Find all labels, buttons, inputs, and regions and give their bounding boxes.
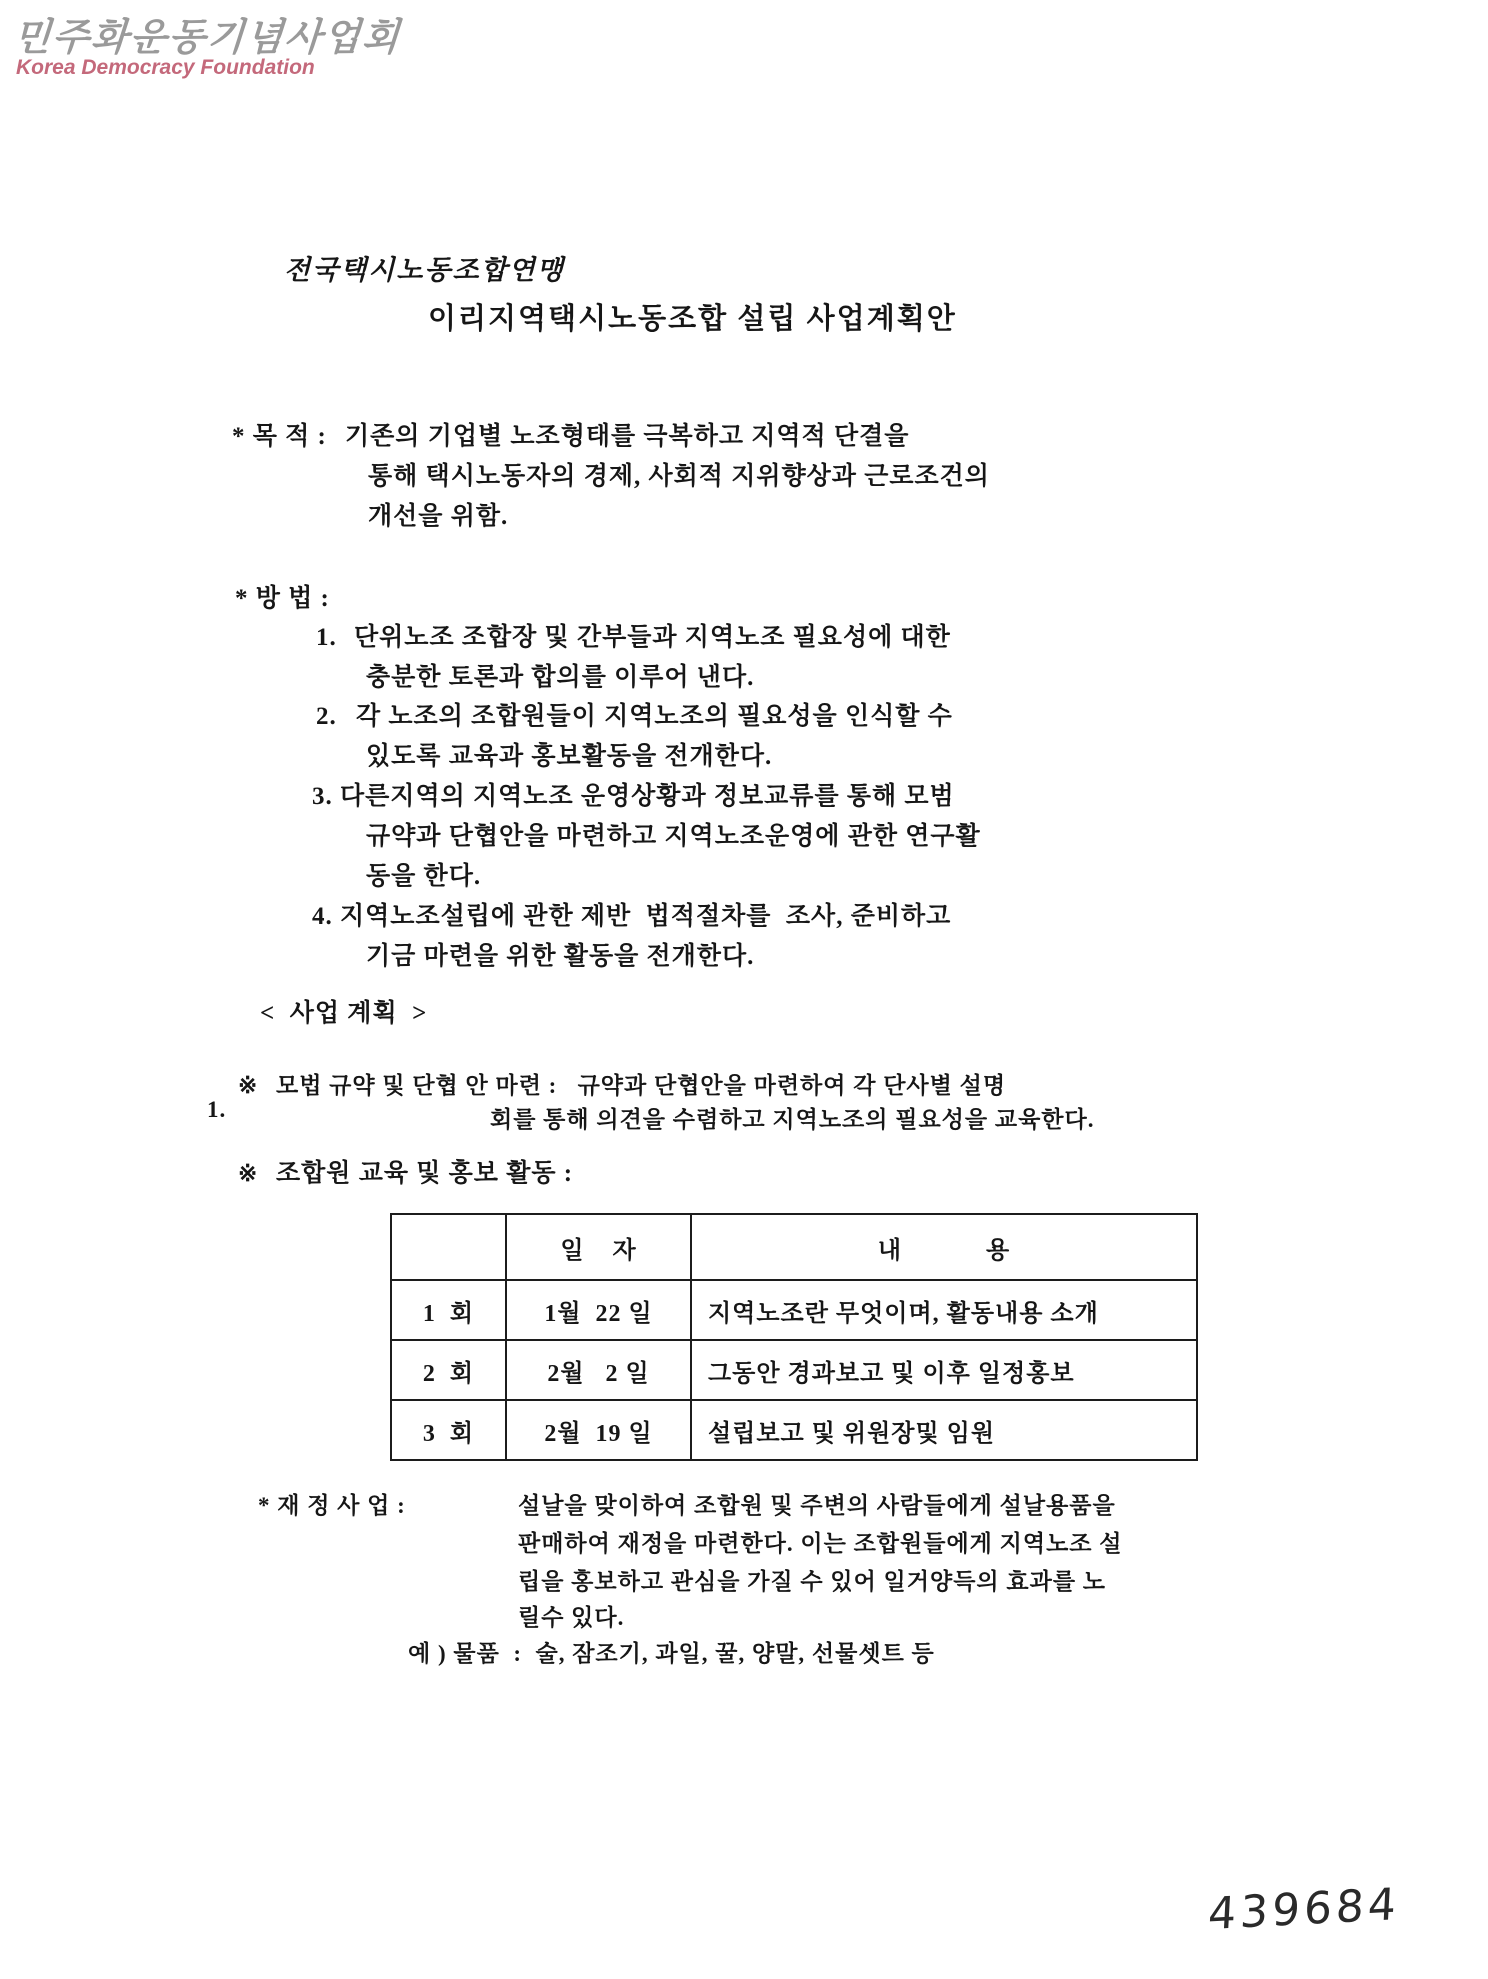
- finance-line: 판매하여 재정을 마련한다. 이는 조합원들에게 지역노조 설: [518, 1531, 1123, 1556]
- table-row: [391, 1340, 1197, 1400]
- handwritten-archive-number: 439684: [1206, 1878, 1402, 1941]
- method-item-line: 지역노조설립에 관한 제반 법적절차를 조사, 준비하고: [340, 903, 952, 930]
- finance-line: 립을 홍보하고 관심을 가질 수 있어 일거양득의 효과를 노: [518, 1569, 1107, 1594]
- table-cell-session: 2 회: [391, 1340, 506, 1400]
- finance-example-line: 예 ) 물품 : 술, 잠조기, 과일, 꿀, 양말, 선물셋트 등: [408, 1641, 935, 1666]
- method-item-line: 충분한 토론과 합의를 이루어 낸다.: [366, 664, 755, 691]
- business-plan-heading: < 사업 계획 >: [260, 1000, 428, 1027]
- purpose-label: * 목 적 :: [232, 423, 327, 450]
- table-cell-date: 2월 19 일: [506, 1400, 691, 1460]
- table-cell-session: 3 회: [391, 1400, 506, 1460]
- method-item-line: 동을 한다.: [366, 863, 482, 890]
- method-item-number: 4.: [312, 903, 333, 930]
- method-item-line: 단위노조 조합장 및 간부들과 지역노조 필요성에 대한: [354, 624, 951, 651]
- method-label: * 방 법 :: [235, 585, 330, 612]
- reference-mark: ※: [238, 1073, 259, 1098]
- table-row: [391, 1400, 1197, 1460]
- plan-item-line: 모법 규약 및 단협 안 마련 : 규약과 단협안을 마련하여 각 단사별 설명: [276, 1073, 1007, 1098]
- method-item-number: 2.: [316, 703, 337, 730]
- logo-english-text: Korea Democracy Foundation: [16, 56, 315, 79]
- method-item-line: 각 노조의 조합원들이 지역노조의 필요성을 인식할 수: [356, 703, 953, 730]
- table-header-row: [391, 1214, 1197, 1280]
- finance-line: 설날을 맞이하여 조합원 및 주변의 사람들에게 설날용품을: [518, 1493, 1116, 1518]
- table-cell-session: 1 회: [391, 1280, 506, 1340]
- table-cell-content: 그동안 경과보고 및 이후 일정홍보: [691, 1340, 1197, 1400]
- purpose-line: 개선을 위함.: [368, 503, 509, 530]
- organization-title: 전국택시노동조합연맹: [284, 255, 565, 285]
- table-cell-content: 설립보고 및 위원장및 임원: [691, 1400, 1197, 1460]
- plan-item-line: 회를 통해 의견을 수렴하고 지역노조의 필요성을 교육한다.: [490, 1107, 1095, 1132]
- method-item-number: 1.: [316, 624, 337, 651]
- purpose-line: 기존의 기업별 노조형태를 극복하고 지역적 단결을: [345, 423, 910, 450]
- method-item-line: 기금 마련을 위한 활동을 전개한다.: [366, 943, 755, 970]
- table-header-cell-date: 일 자: [506, 1214, 691, 1280]
- table-cell-date: 1월 22 일: [506, 1280, 691, 1340]
- purpose-line: 통해 택시노동자의 경제, 사회적 지위향상과 근로조건의: [368, 463, 990, 490]
- margin-number: 1.: [207, 1097, 227, 1122]
- page-title: 이리지역택시노동조합 설립 사업계획안: [428, 303, 957, 335]
- method-item-number: 3.: [312, 783, 333, 810]
- plan-item-label: 조합원 교육 및 홍보 활동 :: [276, 1160, 574, 1187]
- table-cell-date: 2월 2 일: [506, 1340, 691, 1400]
- reference-mark: ※: [238, 1161, 259, 1186]
- method-item-line: 다른지역의 지역노조 운영상황과 정보교류를 통해 모범: [340, 783, 955, 810]
- table-header-cell-content: 내 용: [691, 1214, 1197, 1280]
- logo-korean-calligraphy: 민주화운동기념사업회: [12, 17, 403, 59]
- finance-line: 릴수 있다.: [518, 1605, 625, 1630]
- education-schedule-table: [390, 1213, 1198, 1461]
- table-row: [391, 1280, 1197, 1340]
- finance-label: * 재 정 사 업 :: [258, 1493, 406, 1518]
- method-item-line: 규약과 단협안을 마련하고 지역노조운영에 관한 연구활: [366, 823, 981, 850]
- method-item-line: 있도록 교육과 홍보활동을 전개한다.: [366, 743, 773, 770]
- table-header-cell: [391, 1214, 506, 1280]
- table-cell-content: 지역노조란 무엇이며, 활동내용 소개: [691, 1280, 1197, 1340]
